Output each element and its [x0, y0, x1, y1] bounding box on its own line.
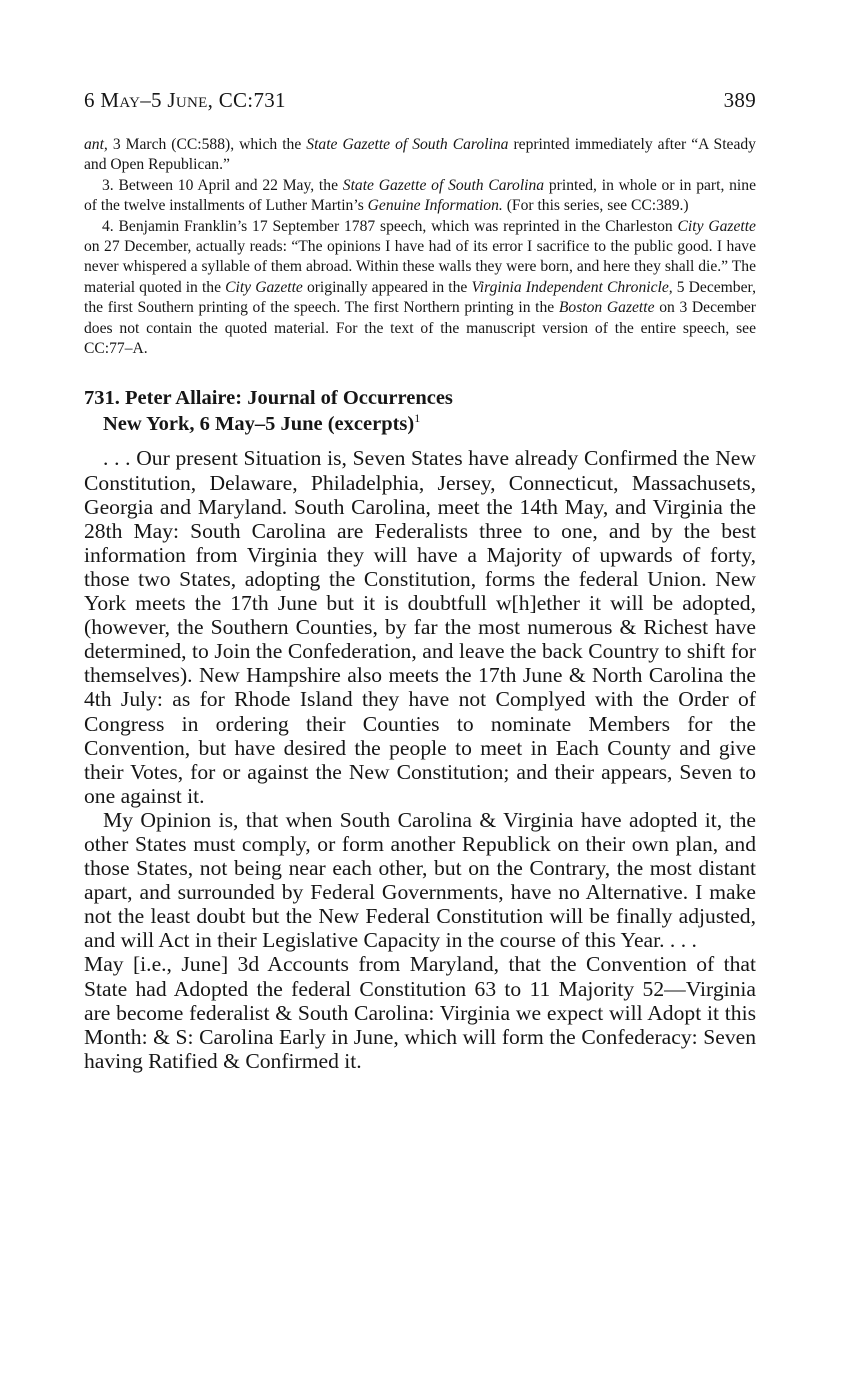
footnote-text: 5 December, the first Southern printing of the speech. The first Northern printing in the [84, 278, 756, 317]
footnote-italic: Virginia Independent Chronicle, [471, 278, 673, 296]
running-head-prefix: 6 [84, 88, 101, 112]
running-head [84, 88, 286, 113]
footnote-text: (For this series, see CC:389.) [502, 197, 689, 215]
footnote-text: 3. Between 10 April and 22 May, the [102, 176, 343, 194]
footnote-text: on 27 December, actually reads: “The opinions I have had of its error I sacrifice to the public good. I have never whispered a syllable of them abroad. Within these walls they were born, and here they shall die.” The material quoted in the [84, 238, 756, 296]
body-paragraph-1: . . . Our present Situation is, Seven States have already Confirmed the New Constitution, Delaware, Philadelphia, Jersey, Connecticut, Massachusets, Georgia and Maryland. South Carolina, meet the 14th May, and Virginia the 28th May: South Carolina are Federalists three to one, and by the best information from Virginia they will have a Majority of upwards of forty, those two States, adopting the Constitution, forms the federal Union. New York meets the 17th June but it is doubtfull w[h]ether it will be adopted, (however, the Southern Counties, by far the most numerous & Richest have determined, to Join the Confederation, and leave the back Country to shift for themselves). New Hampshire also meets the 17th June & North Carolina the 4th July: as for Rhode Island they have not Complyed with the Order of Congress in ordering their Counties to nominate Members for the Convention, but have desired the people to meet in Each County and give their Votes, for or against the New Constitution; and their appears, Seven to one against it. [84, 446, 756, 808]
footnote-text: reprinted immediately after “A Steady and Open Republican.” [84, 136, 756, 174]
footnote-2-continued [84, 135, 756, 176]
running-head-range: –5 [140, 88, 168, 112]
page-number: 389 [723, 88, 756, 112]
footnote-italic: City Gazette [225, 278, 303, 296]
document-place-date: New York, 6 May–5 June (excerpts) [103, 413, 415, 436]
footnote-italic: Genuine Information. [367, 197, 503, 215]
footnote-italic: State Gazette of South Carolina [306, 136, 509, 153]
footnote-italic: City Gazette [677, 217, 756, 235]
footnote-italic: ant, [84, 136, 108, 153]
footnotes [84, 135, 756, 359]
running-head-month-end: June [167, 88, 208, 112]
footnote-italic: State Gazette of South Carolina [342, 176, 545, 194]
book-page [84, 88, 756, 1073]
page-header [84, 88, 756, 118]
footnote-4 [84, 217, 756, 360]
footnote-3 [84, 176, 756, 217]
document-title: 731. Peter Allaire: Journal of Occurrences [84, 387, 453, 410]
footnote-text: 3 March (CC:588), which the [107, 136, 307, 153]
document-body [84, 446, 756, 1072]
footnote-marker: 1 [414, 411, 421, 426]
body-paragraph-3: May [i.e., June] 3d Accounts from Maryland, that the Convention of that State had Adopted the federal Constitution 63 to 11 Majority 52—Virginia are become federalist & South Carolina: Virginia we expect will Adopt it this Month: & S: Carolina Early in June, which will form the Confederacy: Seven having Ratified & Confirmed it. [84, 952, 756, 1073]
footnote-text: on 3 December does not contain the quoted material. For the text of the manuscript version of the entire speech, see CC:77–A. [84, 299, 756, 358]
footnote-italic: Boston Gazette [558, 299, 655, 317]
footnote-text: 4. Benjamin Franklin’s 17 September 1787 speech, which was reprinted in the Charleston [102, 217, 678, 235]
document-heading [84, 385, 756, 437]
body-paragraph-2: My Opinion is, that when South Carolina & Virginia have adopted it, the other States must comply, or form another Republick on their own plan, and those States, not being near each other, but on the Contrary, the most distant apart, and surrounded by Federal Governments, have no Alternative. I make not the least doubt but the New Federal Constitution will be finally adjusted, and will Act in their Legislative Capacity in the course of this Year. . . . [84, 807, 756, 953]
running-head-doc-number: , CC:731 [207, 88, 286, 112]
running-head-month-start: May [100, 88, 141, 112]
document-subtitle [84, 411, 756, 437]
footnote-text: originally appeared in the [302, 278, 472, 296]
footnote-text: printed, in whole or in part, nine of the twelve installments of Luther Martin’s [84, 176, 756, 215]
